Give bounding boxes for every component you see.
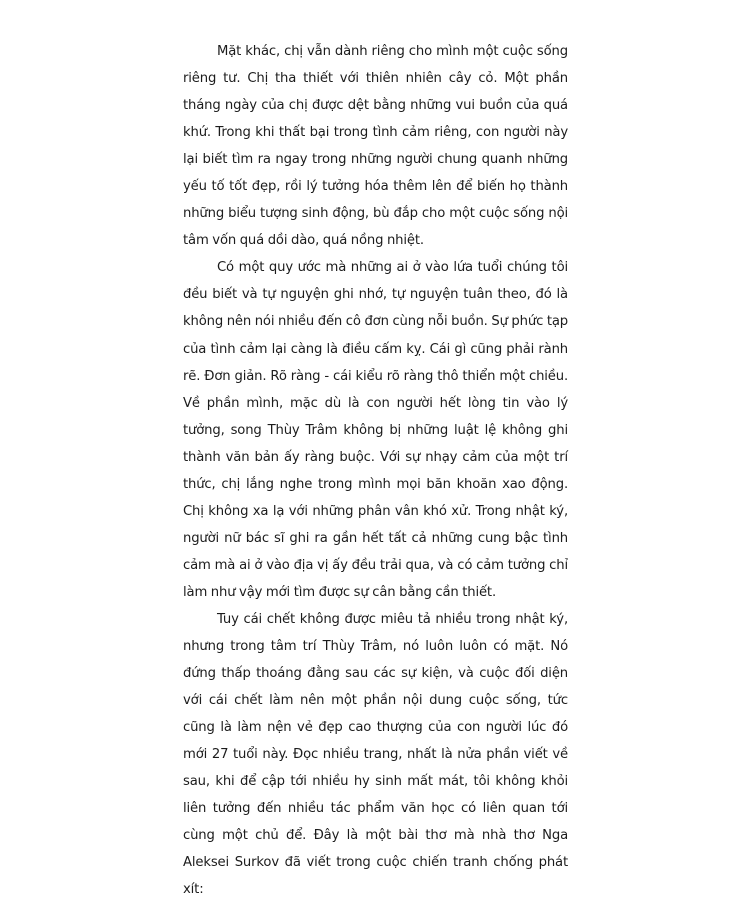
body-text — [183, 38, 568, 904]
paragraph-1: Mặt khác, chị vẫn dành riêng cho mình một cuộc sống riêng tư. Chị tha thiết với thiên nhiên cây cỏ. Một phần tháng ngày của chị được dệt bằng những vui buồn của quá khứ. Trong khi thất bại trong tình cảm riêng, con người này lại biết tìm ra ngay trong những người chung quanh những yếu tố tốt đẹp, rồi lý tưởng hóa thêm lên để biến họ thành những biểu tượng sinh động, bù đắp cho một cuộc sống nội tâm vốn quá dồi dào, quá nồng nhiệt. — [183, 44, 568, 249]
paragraph-3: Tuy cái chết không được miêu tả nhiều trong nhật ký, nhưng trong tâm trí Thùy Trâm, nó luôn luôn có mặt. Nó đứng thấp thoáng đằng sau các sự kiện, và cuộc đối diện với cái chết làm nên một phần nội dung cuộc sống, tức cũng là làm nện vẻ đẹp cao thượng của con người lúc đó mới 27 tuổi này. Đọc nhiều trang, nhất là nửa phần viết về sau, khi để cập tới nhiều hy sinh mất mát, tôi không khỏi liên tưởng đến nhiều tác phẩm văn học có liên quan tới cùng một chủ để. Đây là một bài thơ mà nhà thơ Nga Aleksei Surkov đã viết trong cuộc chiến tranh chống phát xít: — [183, 611, 568, 898]
paragraph-2: Có một quy ước mà những ai ở vào lứa tuổi chúng tôi đều biết và tự nguyện ghi nhớ, tự nguyện tuân theo, đó là không nên nói nhiều đến cô đơn cùng nỗi buồn. Sự phức tạp của tình cảm lại càng là điều cấm kỵ. Cái gì cũng phải rành rẽ. Đơn giản. Rõ ràng - cái kiểu rõ ràng thô thiển một chiều. Về phần mình, mặc dù là con người hết lòng tin vào lý tưởng, song Thùy Trâm không bị những luật lệ không ghi thành văn bản ấy ràng buộc. Với sự nhạy cảm của một trí thức, chị lắng nghe trong mình mọi băn khoăn xao động. Chị không xa lạ với những phân vân khó xử. Trong nhật ký, người nữ bác sĩ ghi ra gần hết tất cả những cung bậc tình cảm mà ai ở vào địa vị ấy đều trải qua, và có cảm tưởng chỉ làm như vậy mới tìm được sự cân bằng cần thiết. — [183, 260, 568, 600]
